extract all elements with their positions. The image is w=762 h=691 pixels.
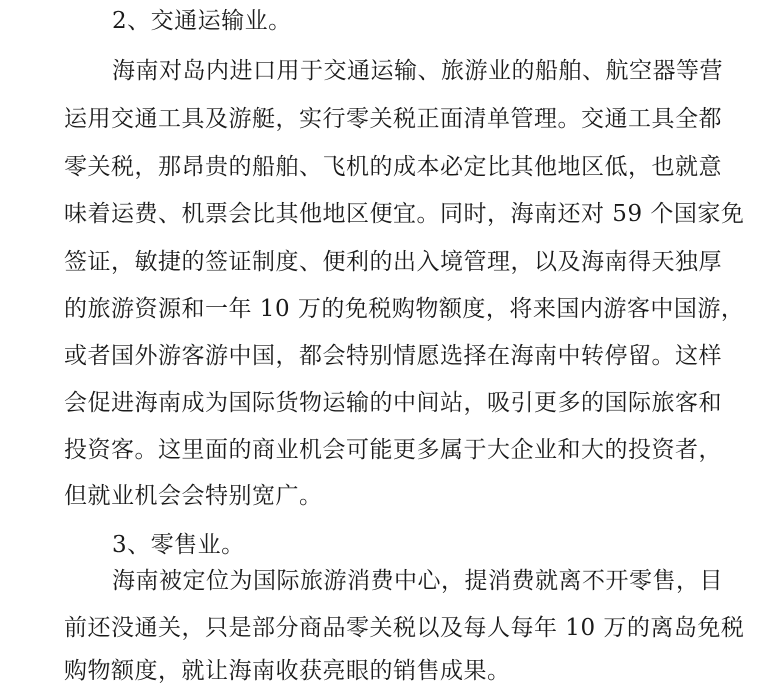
paragraph-line: 签证，敏捷的签证制度、便利的出入境管理，以及海南得天独厚 — [64, 249, 722, 275]
section-heading-retail: 3、零售业。 — [112, 532, 245, 558]
paragraph-line: 投资客。这里面的商业机会可能更多属于大企业和大的投资者， — [64, 437, 722, 463]
paragraph-line: 运用交通工具及游艇，实行零关税正面清单管理。交通工具全都 — [64, 106, 722, 132]
paragraph-line: 海南被定位为国际旅游消费中心，提消费就离不开零售，目 — [112, 568, 723, 594]
paragraph-line: 但就业机会会特别宽广。 — [64, 483, 323, 509]
paragraph-line: 前还没通关，只是部分商品零关税以及每人每年 10 万的离岛免税 — [64, 615, 745, 641]
paragraph-line: 的旅游资源和一年 10 万的免税购物额度，将来国内游客中国游， — [64, 296, 745, 322]
paragraph-line: 零关税，那昂贵的船舶、飞机的成本必定比其他地区低，也就意 — [64, 154, 722, 180]
paragraph-line: 会促进海南成为国际货物运输的中间站，吸引更多的国际旅客和 — [64, 390, 722, 416]
paragraph-line: 海南对岛内进口用于交通运输、旅游业的船舶、航空器等营 — [112, 58, 723, 84]
section-heading-transport: 2、交通运输业。 — [112, 8, 292, 34]
paragraph-line: 味着运费、机票会比其他地区便宜。同时，海南还对 59 个国家免 — [64, 201, 745, 227]
paragraph-line: 购物额度，就让海南收获亮眼的销售成果。 — [64, 658, 511, 684]
paragraph-line: 或者国外游客游中国，都会特别情愿选择在海南中转停留。这样 — [64, 343, 722, 369]
